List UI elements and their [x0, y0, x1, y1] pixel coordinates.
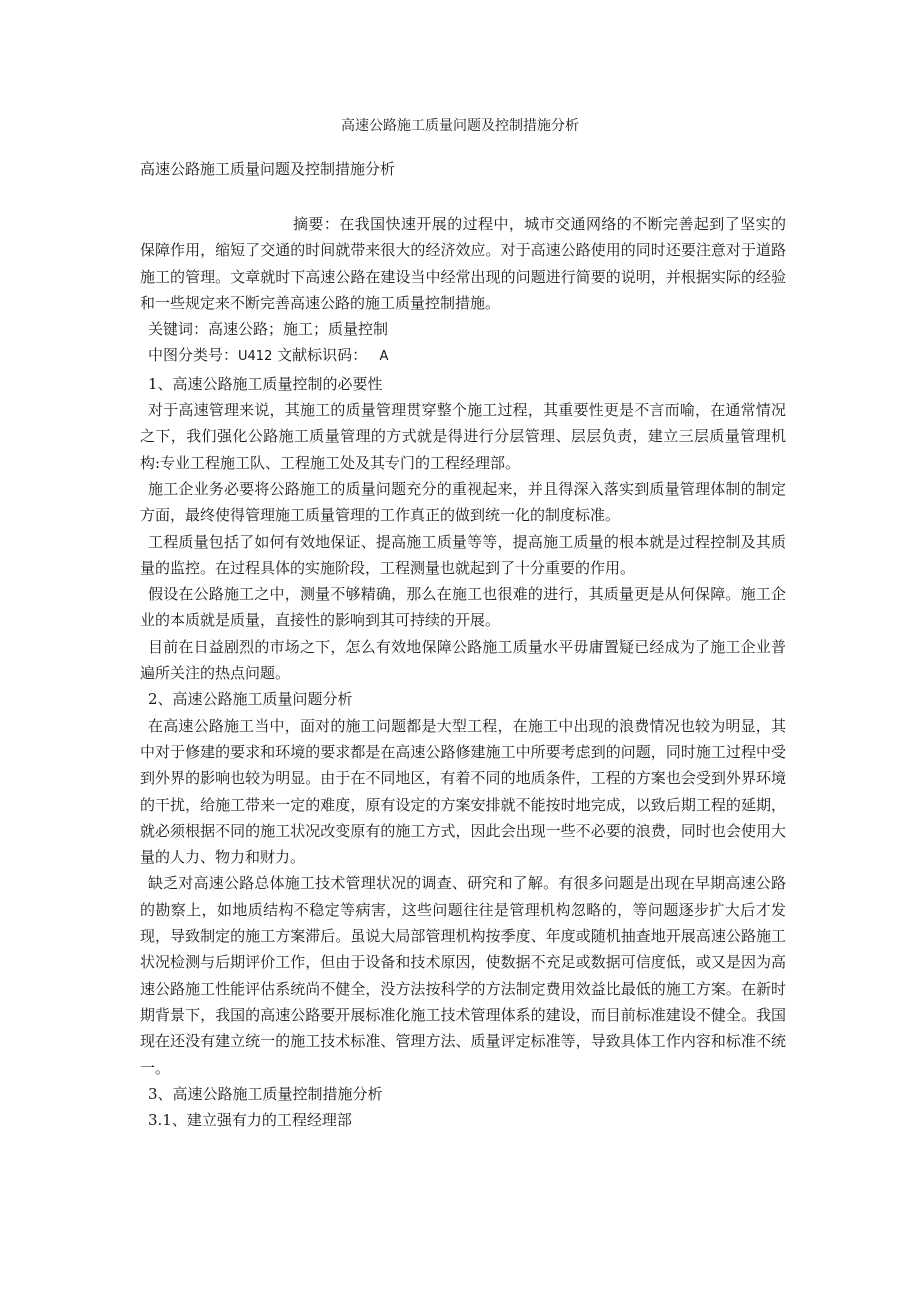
section-1-paragraph-5: 目前在日益剧烈的市场之下，怎么有效地保障公路施工质量水平毋庸置疑已经成为了施工企业普遍所关注的热点问题。 — [140, 637, 786, 683]
document-title: 高速公路施工质量问题及控制措施分析 — [341, 118, 579, 134]
section-2-heading: 2、高速公路施工质量问题分析 — [148, 690, 353, 709]
section-1-paragraph-3: 工程质量包括了如何有效地保证、提高施工质量等等，提高施工质量的根本就是过程控制及其质量的监控。在过程具体的实施阶段，工程测量也就起到了十分重要的作用。 — [140, 532, 786, 577]
section-1-paragraph-4: 假设在公路施工之中，测量不够精确，那么在施工也很难的进行，其质量更是从何保障。施工企业的本质就是质量，直接性的影响到其可持续的开展。 — [140, 585, 786, 630]
section-3-heading: 3、高速公路施工质量控制措施分析 — [148, 1084, 383, 1103]
abstract-paragraph: 摘要：在我国快速开展的过程中，城市交通网络的不断完善起到了坚实的保障作用，缩短了交通的时间就带来很大的经济效应。对于高速公路使用的同时还要注意对于道路施工的管理。文章就时下高速公路在建设当中经常出现的问题进行简要的说明，并根据实际的经验和一些规定来不断完善高速公路的施工质量控制措施。 — [140, 215, 786, 312]
section-3-1-heading: 3.1、建立强有力的工程经理部 — [148, 1111, 352, 1130]
document-subtitle: 高速公路施工质量问题及控制措施分析 — [140, 160, 396, 178]
keywords-line: 关键词：高速公路；施工；质量控制 — [148, 320, 389, 339]
document-body — [140, 211, 786, 1133]
classification-label: 中图分类号： — [148, 346, 239, 365]
document-code-label: 文献标识码： — [272, 346, 368, 365]
section-1-heading: 1、高速公路施工质量控制的必要性 — [148, 374, 383, 393]
document-code-value: A — [367, 349, 389, 365]
classification-line — [140, 342, 786, 370]
section-2-paragraph-1: 在高速公路施工当中，面对的施工问题都是大型工程，在施工中出现的浪费情况也较为明显，其中对于修建的要求和环境的要求都是在高速公路修建施工中所要考虑到的问题，同时施工过程中受到外界的影响也较为明显。由于在不同地区，有着不同的地质条件，工程的方案也会受到外界环境的干扰，给施工带来一定的难度，原有设定的方案安排就不能按时地完成，以致后期工程的延期，就必须根据不同的施工状况改变原有的施工方式，因此会出现一些不必要的浪费，同时也会使用大量的人力、物力和财力。 — [140, 716, 786, 867]
section-1-paragraph-1: 对于高速管理来说，其施工的质量管理贯穿整个施工过程，其重要性更是不言而喻，在通常情况之下，我们强化公路施工质量管理的方式就是得进行分层管理、层层负责，建立三层质量管理机构:专业工程施工队、工程施工处及其专门的工程经理部。 — [140, 401, 786, 472]
section-2-paragraph-2: 缺乏对高速公路总体施工技术管理状况的调查、研究和了解。有很多问题是出现在早期高速公路的勘察上，如地质结构不稳定等病害，这些问题往往是管理机构忽略的，等问题逐步扩大后才发现，导致制定的施工方案滞后。虽说大局部管理机构按季度、年度或随机抽查地开展高速公路施工状况检测与后期评价工作，但由于设备和技术原因，使数据不充足或数据可信度低，或又是因为高速公路施工性能评估系统尚不健全，没方法按科学的方法制定费用效益比最低的施工方案。在新时期背景下，我国的高速公路要开展标准化施工技术管理体系的建设，而目前标准建设不健全。我国现在还没有建立统一的施工技术标准、管理方法、质量评定标准等，导致具体工作内容和标准不统一。 — [140, 874, 786, 1077]
section-1-paragraph-2: 施工企业务必要将公路施工的质量问题充分的重视起来，并且得深入落实到质量管理体制的制定方面，最终使得管理施工质量管理的工作真正的做到统一化的制度标准。 — [140, 479, 786, 525]
classification-code: U412 — [238, 349, 273, 365]
